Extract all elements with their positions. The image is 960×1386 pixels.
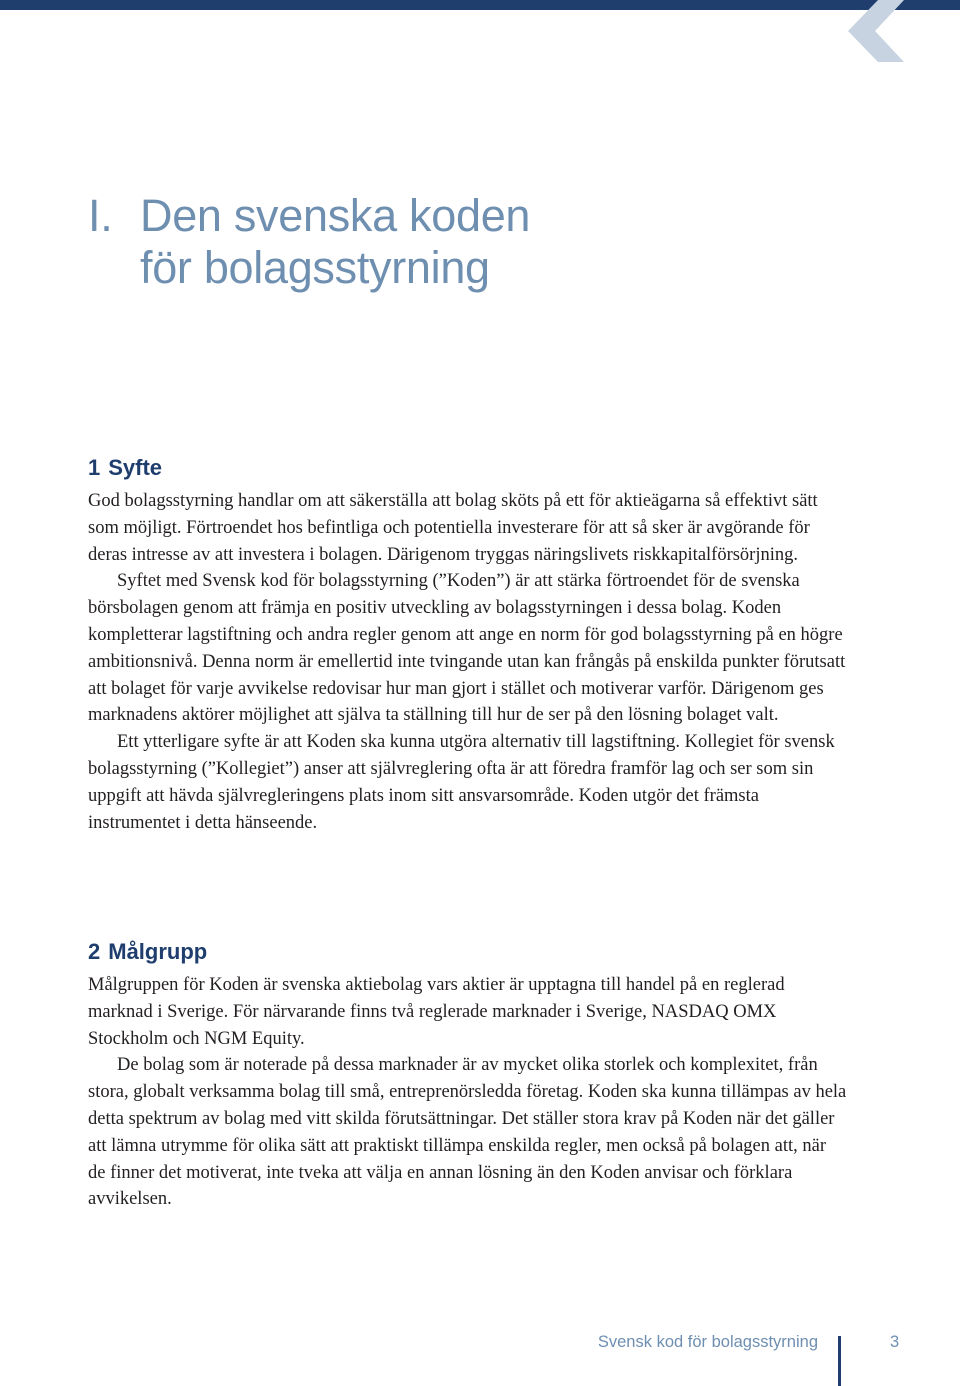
chapter-title-line2: för bolagsstyrning	[140, 242, 490, 293]
section-title: Syfte	[108, 455, 163, 480]
paragraph: Syftet med Svensk kod för bolagsstyrning (”Koden”) är att stärka förtroendet för de svenska börsbolagen genom att främja en positiv utveckling av bolagsstyrningen i dessa bolag. Koden kompletterar lagstiftning och andra regler genom att ange en norm för god bolagsstyrning på en högre ambitionsnivå. Denna norm är emellertid inte tvingande utan kan frångås på enskilda punkter förutsatt att bolaget för varje avvikelse redovisar hur man gjort i stället och motiverar varför. Därigenom ges marknadens aktörer möjlighet att själva ta ställning till hur de ser på den lösning bolaget valt.	[88, 571, 846, 726]
footer-divider	[838, 1336, 841, 1386]
section-title: Målgrupp	[108, 939, 208, 964]
chapter-number: I.	[88, 190, 113, 241]
section-heading	[88, 454, 848, 482]
top-color-bar	[0, 0, 960, 10]
section-heading	[88, 938, 848, 966]
paragraph: God bolagsstyrning handlar om att säkerställa att bolag sköts på ett för aktieägarna så effektivt sätt som möjligt. Förtroendet hos befintliga och potentiella investerare för att så sker är avgörande för deras intresse av att investera i bolagen. Därigenom tryggas näringslivets riskkapitalförsörjning.	[88, 491, 818, 565]
chevron-left-icon	[838, 0, 908, 62]
section-syfte	[88, 454, 848, 836]
footer-title: Svensk kod för bolagsstyrning	[597, 1333, 818, 1351]
section-malgrupp	[88, 938, 848, 1213]
paragraph: De bolag som är noterade på dessa marknader är av mycket olika storlek och komplexitet, från stora, globalt verksamma bolag till små, entreprenörsledda företag. Koden ska kunna tillämpas av hela detta spektrum av bolag med vitt skilda förutsättningar. Det ställer stora krav på Koden när det gäller att lämna utrymme för olika sätt att praktiskt tillämpa enskilda regler, men också på bolagen att, när de finner det motiverat, inte tveka att välja en annan lösning än den Koden anvisar och förklara avvikelsen.	[88, 1055, 847, 1210]
chapter-title	[88, 190, 908, 294]
section-number: 2	[88, 939, 101, 964]
chapter-title-line1: Den svenska koden	[140, 190, 531, 241]
paragraph: Målgruppen för Koden är svenska aktiebolag vars aktier är upptagna till handel på en reglerad marknad i Sverige. För närvarande finns två reglerade marknader i Sverige, NASDAQ OMX Stockholm och NGM Equity.	[88, 975, 785, 1049]
paragraph: Ett ytterligare syfte är att Koden ska kunna utgöra alternativ till lagstiftning. Kollegiet för svensk bolagsstyrning (”Kollegiet”) anser att självreglering ofta är att föredra framför lag och ser som sin uppgift att hävda självregleringens plats inom sitt ansvarsområde. Koden utgör det främsta instrumentet i detta hänseende.	[88, 732, 835, 833]
section-number: 1	[88, 455, 101, 480]
page-number: 3	[890, 1333, 900, 1351]
